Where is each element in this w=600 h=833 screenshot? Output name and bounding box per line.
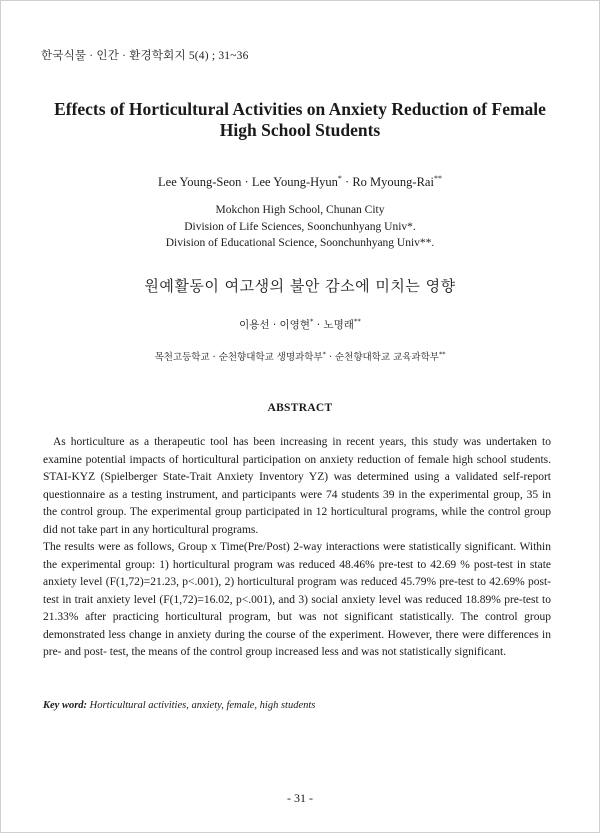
paper-title xyxy=(21,99,579,141)
korean-affiliation-2: 순천향대학교 생명과학부 xyxy=(218,352,323,363)
author-3-mark: ** xyxy=(433,174,442,183)
korean-author-1: 이용선 xyxy=(239,319,270,331)
korean-affiliation-2-mark: * xyxy=(322,349,326,358)
running-head: 한국식물 · 인간 · 환경학회지 5(4) ; 31~36 xyxy=(41,50,249,62)
korean-affiliation-list xyxy=(21,349,579,363)
author-separator: · xyxy=(341,175,353,190)
korean-author-2: 이영현 xyxy=(279,319,310,331)
author-2: Lee Young-Hyun xyxy=(251,175,338,190)
korean-affiliation-1: 목천고등학교 xyxy=(154,352,210,363)
korean-author-list xyxy=(21,317,579,332)
affiliation-2: Division of Life Sciences, Soonchunhyang Univ*. xyxy=(184,220,416,233)
affiliation-1: Mokchon High School, Chunan City xyxy=(215,204,385,216)
page-number: - 31 - xyxy=(287,791,313,805)
title-line-2: High School Students xyxy=(219,120,381,140)
author-2-mark: * xyxy=(337,174,342,183)
korean-author-3: 노명래 xyxy=(323,319,354,331)
keywords-list: Horticultural activities, anxiety, female, high students xyxy=(89,700,316,711)
keywords-label: Key word: xyxy=(43,700,88,711)
korean-author-2-mark: * xyxy=(309,317,314,326)
korean-affiliation-separator: · xyxy=(209,352,219,363)
abstract-paragraph-2: The results were as follows, Group x Time(Pre/Post) 2-way interactions were statistically significant. Within the experimental group: 1) horticultural program was reduced 48.46% pre-test to 42.69 % post-test in state anxiety level (F(1,72)=21.23, p<.001), 2) horticultural program was reduced 45.79% pre-test to 42.69% post-test in trait anxiety level (F(1,72)=16.02, p<.001), and 3) social anxiety level was reduced 18.89% pre-test to 21.33% after practicing horticultural program, but was not significant statistically. The control group demonstrated less change in anxiety during the course of the experiment. However, there were differences in pre- and post- test, the means of the control group increased less and was not statistically significant. xyxy=(43,541,551,658)
affiliation-list xyxy=(21,202,579,252)
author-1: Lee Young-Seon xyxy=(158,175,242,190)
korean-author-3-mark: ** xyxy=(353,317,361,326)
korean-title: 원예활동이 여고생의 불안 감소에 미치는 영향 xyxy=(144,277,456,295)
korean-affiliation-3-mark: ** xyxy=(438,349,446,358)
author-list xyxy=(21,174,579,190)
affiliation-3: Division of Educational Science, Soonchunhyang Univ**. xyxy=(165,237,435,249)
abstract-body xyxy=(43,434,551,662)
korean-affiliation-separator: · xyxy=(325,352,335,363)
keywords xyxy=(43,700,315,711)
author-separator: · xyxy=(241,175,252,190)
korean-affiliation-3: 순천향대학교 교육과학부 xyxy=(334,352,439,363)
korean-author-separator: · xyxy=(313,319,324,331)
author-3: Ro Myoung-Rai xyxy=(352,175,434,190)
abstract-paragraph-1: As horticulture as a therapeutic tool has been increasing in recent years, this study was undertaken to examine potential impacts of horticultural participation on anxiety reduction of female high school students. STAI-KYZ (Spielberger State-Trait Anxiety Inventory YZ) was determined using a validated self-report questionnaire as a testing instrument, and participants were 74 students 39 in the experimental group, 35 in the control group. The experimental group participated in 12 horticultural programs, while the control group did not take part in any horticultural programs. xyxy=(43,436,551,536)
title-line-1: Effects of Horticultural Activities on Anxiety Reduction of Female xyxy=(54,99,546,119)
korean-author-separator: · xyxy=(269,319,280,331)
abstract-heading: ABSTRACT xyxy=(267,402,333,414)
